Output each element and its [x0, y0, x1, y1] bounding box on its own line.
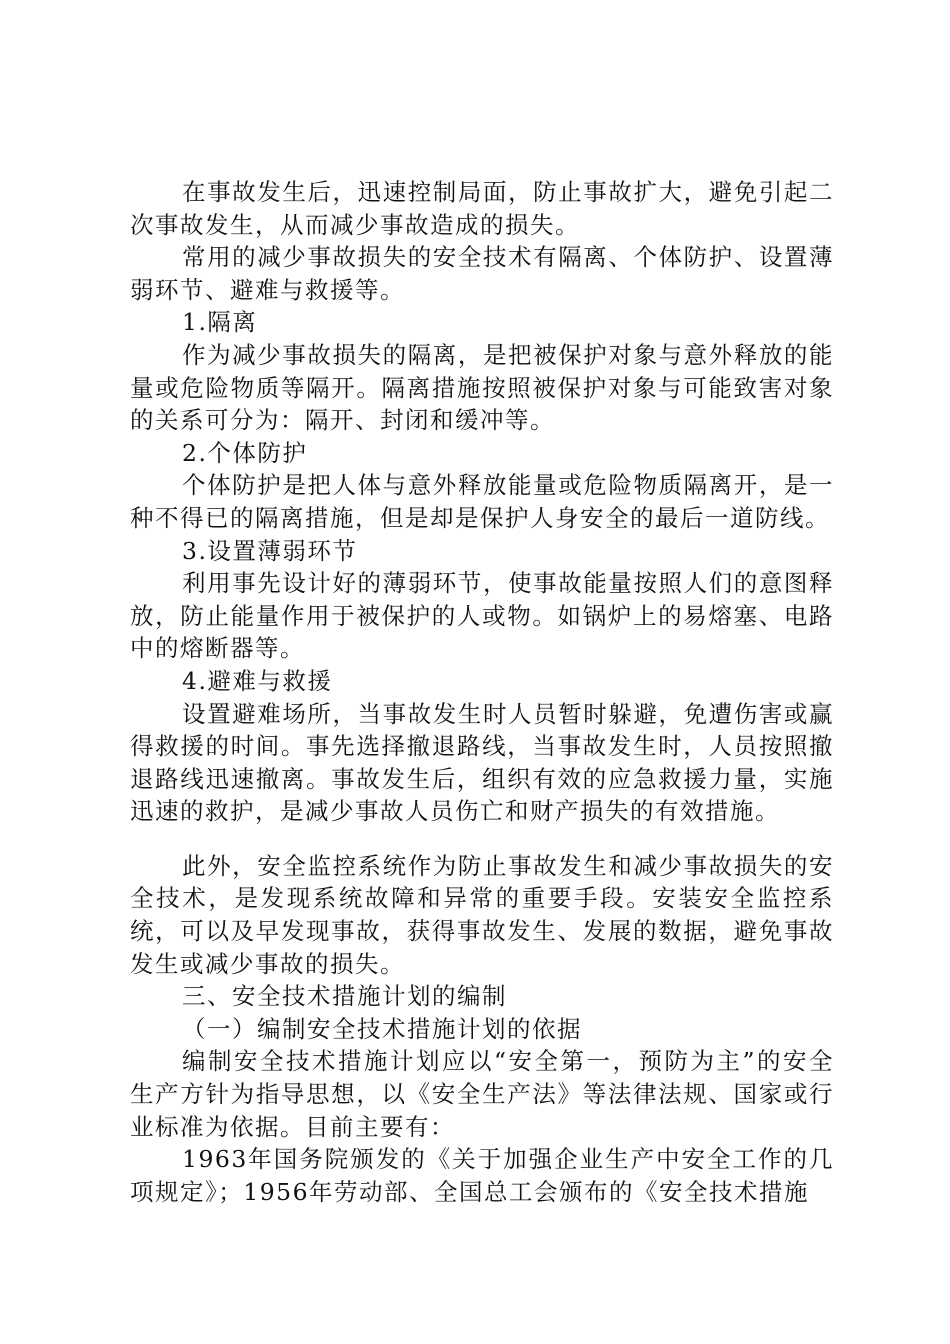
document-page [130, 176, 834, 1208]
heading-section-three: 三、安全技术措施计划的编制 [182, 982, 507, 1011]
paragraph-accident-control: 在事故发生后，迅速控制局面，防止事故扩大，避免引起二次事故发生，从而减少事故造成的损失。 [130, 178, 834, 239]
paragraph-gap [130, 828, 834, 850]
heading-subsection-one: （一）编制安全技术措施计划的依据 [182, 1014, 582, 1043]
heading-isolation: 1.隔离 [182, 308, 258, 337]
paragraph-personal-protection: 个体防护是把人体与意外释放能量或危险物质隔离开，是一种不得已的隔离措施，但是却是保护人身安全的最后一道防线。 [130, 471, 834, 532]
paragraph-plan-basis: 编制安全技术措施计划应以“安全第一，预防为主”的安全生产方针为指导思想，以《安全生产法》等法律法规、国家或行业标准为依据。目前主要有： [130, 1047, 834, 1141]
paragraph-weak-link: 利用事先设计好的薄弱环节，使事故能量按照人们的意图释放，防止能量作用于被保护的人或物。如锅炉上的易熔塞、电路中的熔断器等。 [130, 569, 834, 663]
paragraph-refuge-rescue: 设置避难场所，当事故发生时人员暂时躲避，免遭伤害或赢得救援的时间。事先选择撤退路线，当事故发生时，人员按照撤退路线迅速撤离。事故发生后，组织有效的应急救援力量，实施迅速的救护，是减少事故人员伤亡和财产损失的有效措施。 [130, 699, 834, 826]
heading-weak-link: 3.设置薄弱环节 [182, 536, 358, 565]
paragraph-safety-monitoring: 此外，安全监控系统作为防止事故发生和减少事故损失的安全技术，是发现系统故障和异常的重要手段。安装安全监控系统，可以及早发现事故，获得事故发生、发展的数据，避免事故发生或减少事故的损失。 [130, 851, 834, 978]
heading-personal-protection: 2.个体防护 [182, 438, 308, 467]
paragraph-regulations: 1963年国务院颁发的《关于加强企业生产中安全工作的几项规定》；1956年劳动部、全国总工会颁布的《安全技术措施 [130, 1145, 834, 1206]
heading-refuge-rescue: 4.避难与救援 [182, 666, 333, 695]
paragraph-isolation: 作为减少事故损失的隔离，是把被保护对象与意外释放的能量或危险物质等隔开。隔离措施按照被保护对象与可能致害对象的关系可分为：隔开、封闭和缓冲等。 [130, 340, 834, 435]
paragraph-loss-reduction-techniques: 常用的减少事故损失的安全技术有隔离、个体防护、设置薄弱环节、避难与救援等。 [130, 243, 834, 304]
